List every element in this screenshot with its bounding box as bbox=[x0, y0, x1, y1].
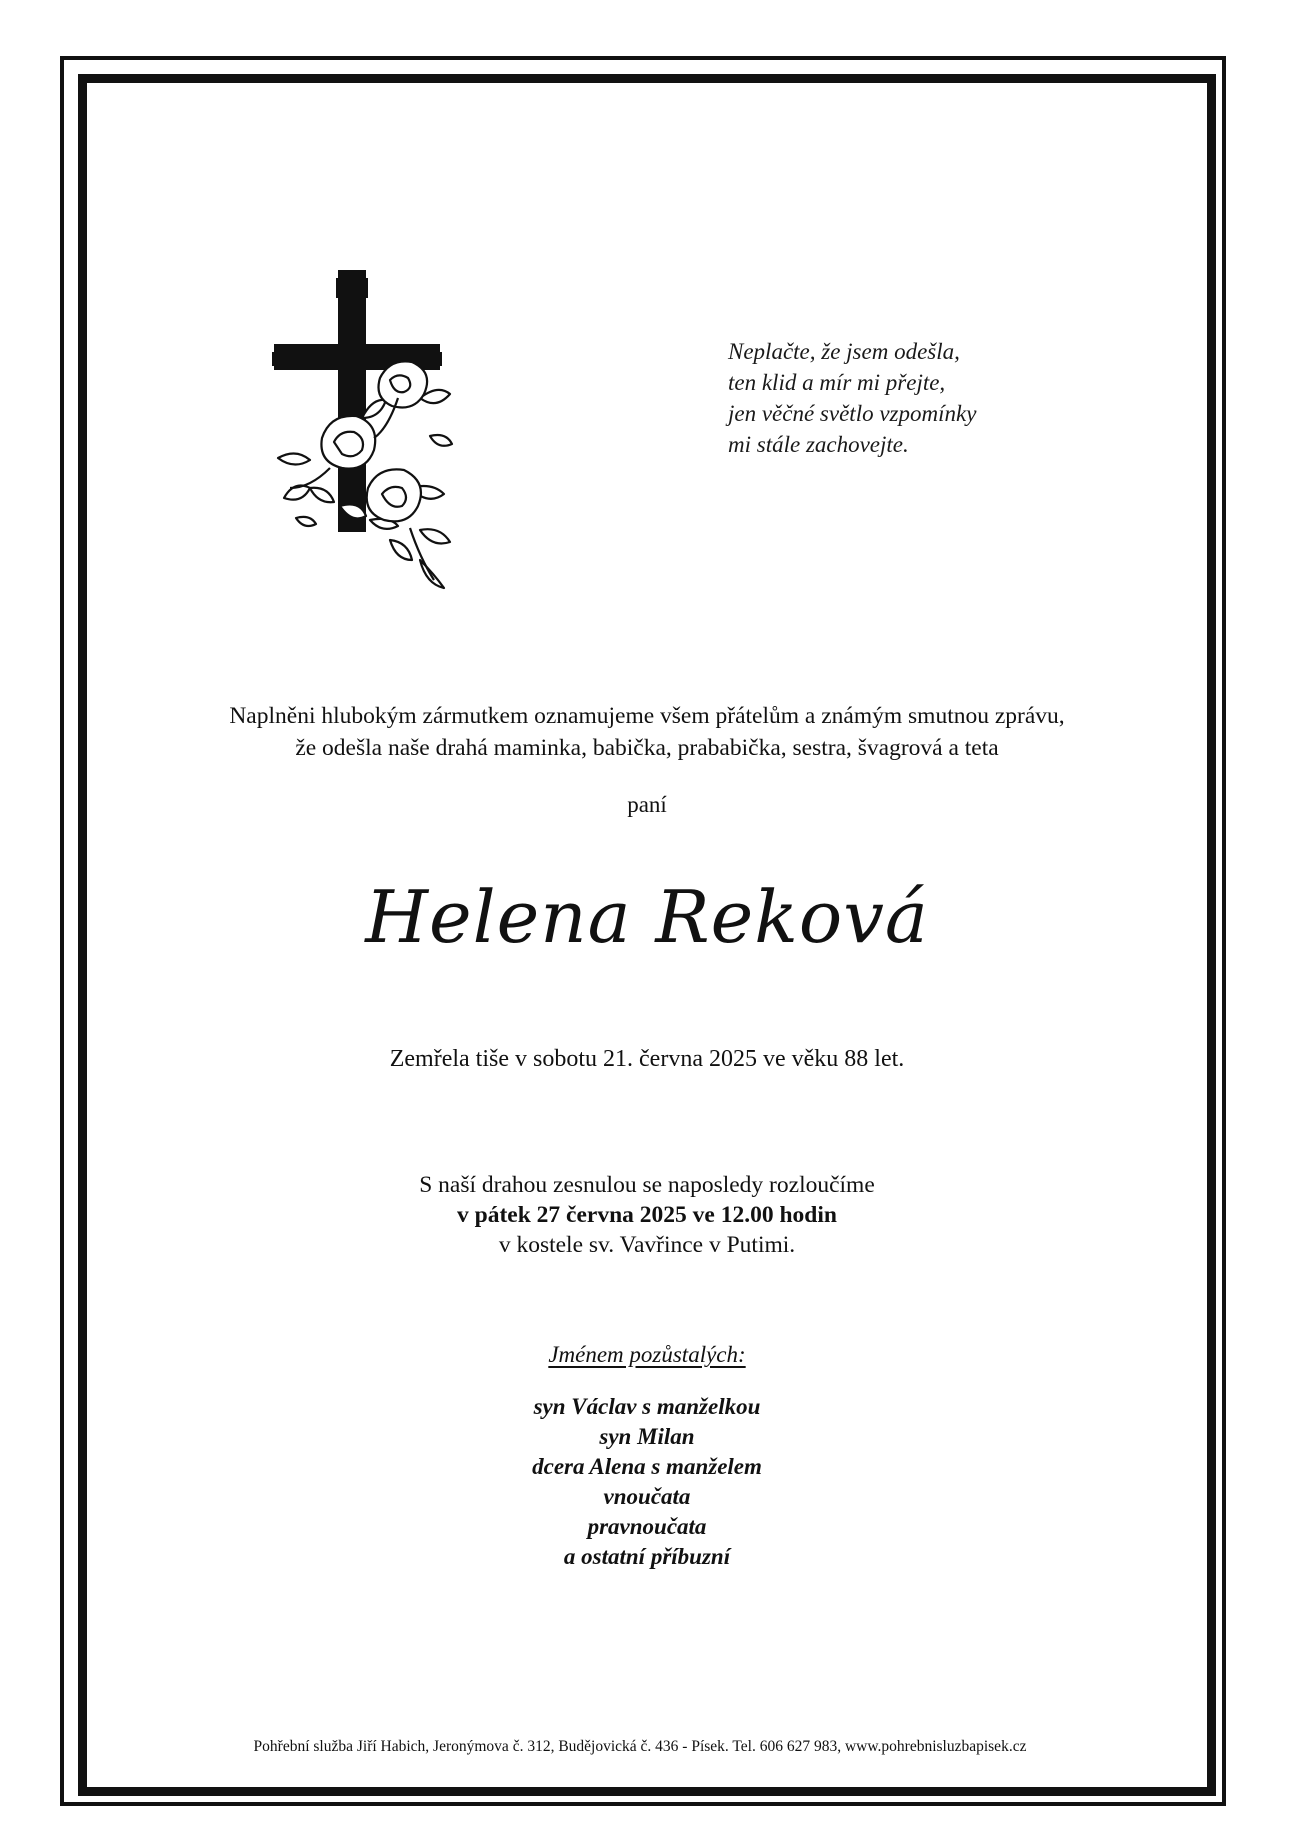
verse-line: Neplačte, že jsem odešla, bbox=[728, 339, 960, 364]
death-notice: Zemřela tiše v sobotu 21. června 2025 ve věku 88 let. bbox=[389, 1046, 905, 1072]
honorific: paní bbox=[627, 792, 667, 817]
farewell-date: v pátek 27 června 2025 ve 12.00 hodin bbox=[457, 1202, 837, 1228]
intro-line: že odešla naše drahá maminka, babička, prababička, sestra, švagrová a teta bbox=[295, 735, 999, 761]
announcement-intro bbox=[78, 700, 1216, 764]
mourners-heading bbox=[78, 1342, 1216, 1368]
verse-line: ten klid a mír mi přejte, bbox=[728, 370, 946, 395]
verse-line: jen věčné světlo vzpomínky bbox=[728, 401, 977, 426]
verse bbox=[728, 336, 1068, 460]
mourner-item: syn Milan bbox=[599, 1424, 695, 1449]
verse-line: mi stále zachovejte. bbox=[728, 432, 909, 457]
mourner-item: syn Václav s manželkou bbox=[533, 1394, 761, 1419]
mourner-item: a ostatní příbuzní bbox=[563, 1544, 731, 1569]
deceased-name: Helena Reková bbox=[365, 875, 929, 959]
farewell-info bbox=[78, 1170, 1216, 1260]
mourner-item: vnoučata bbox=[603, 1484, 691, 1509]
funeral-service-footer: Pohřební služba Jiří Habich, Jeronýmova č. 312, Budějovická č. 436 - Písek. Tel. 606 627 983, www.pohrebnisluzbapisek.cz bbox=[253, 1738, 1027, 1755]
farewell-place: v kostele sv. Vavřince v Putimi. bbox=[498, 1232, 796, 1258]
mourner-item: dcera Alena s manželem bbox=[532, 1454, 762, 1479]
cross-with-roses-icon bbox=[270, 268, 480, 608]
farewell-line: S naší drahou zesnulou se naposledy rozloučíme bbox=[419, 1172, 875, 1198]
mourners-list bbox=[78, 1392, 1216, 1572]
intro-line: Naplněni hlubokým zármutkem oznamujeme všem přátelům a známým smutnou zprávu, bbox=[229, 703, 1065, 729]
mourner-item: pravnoučata bbox=[587, 1514, 707, 1539]
mourners-heading-text: Jménem pozůstalých: bbox=[548, 1342, 746, 1367]
